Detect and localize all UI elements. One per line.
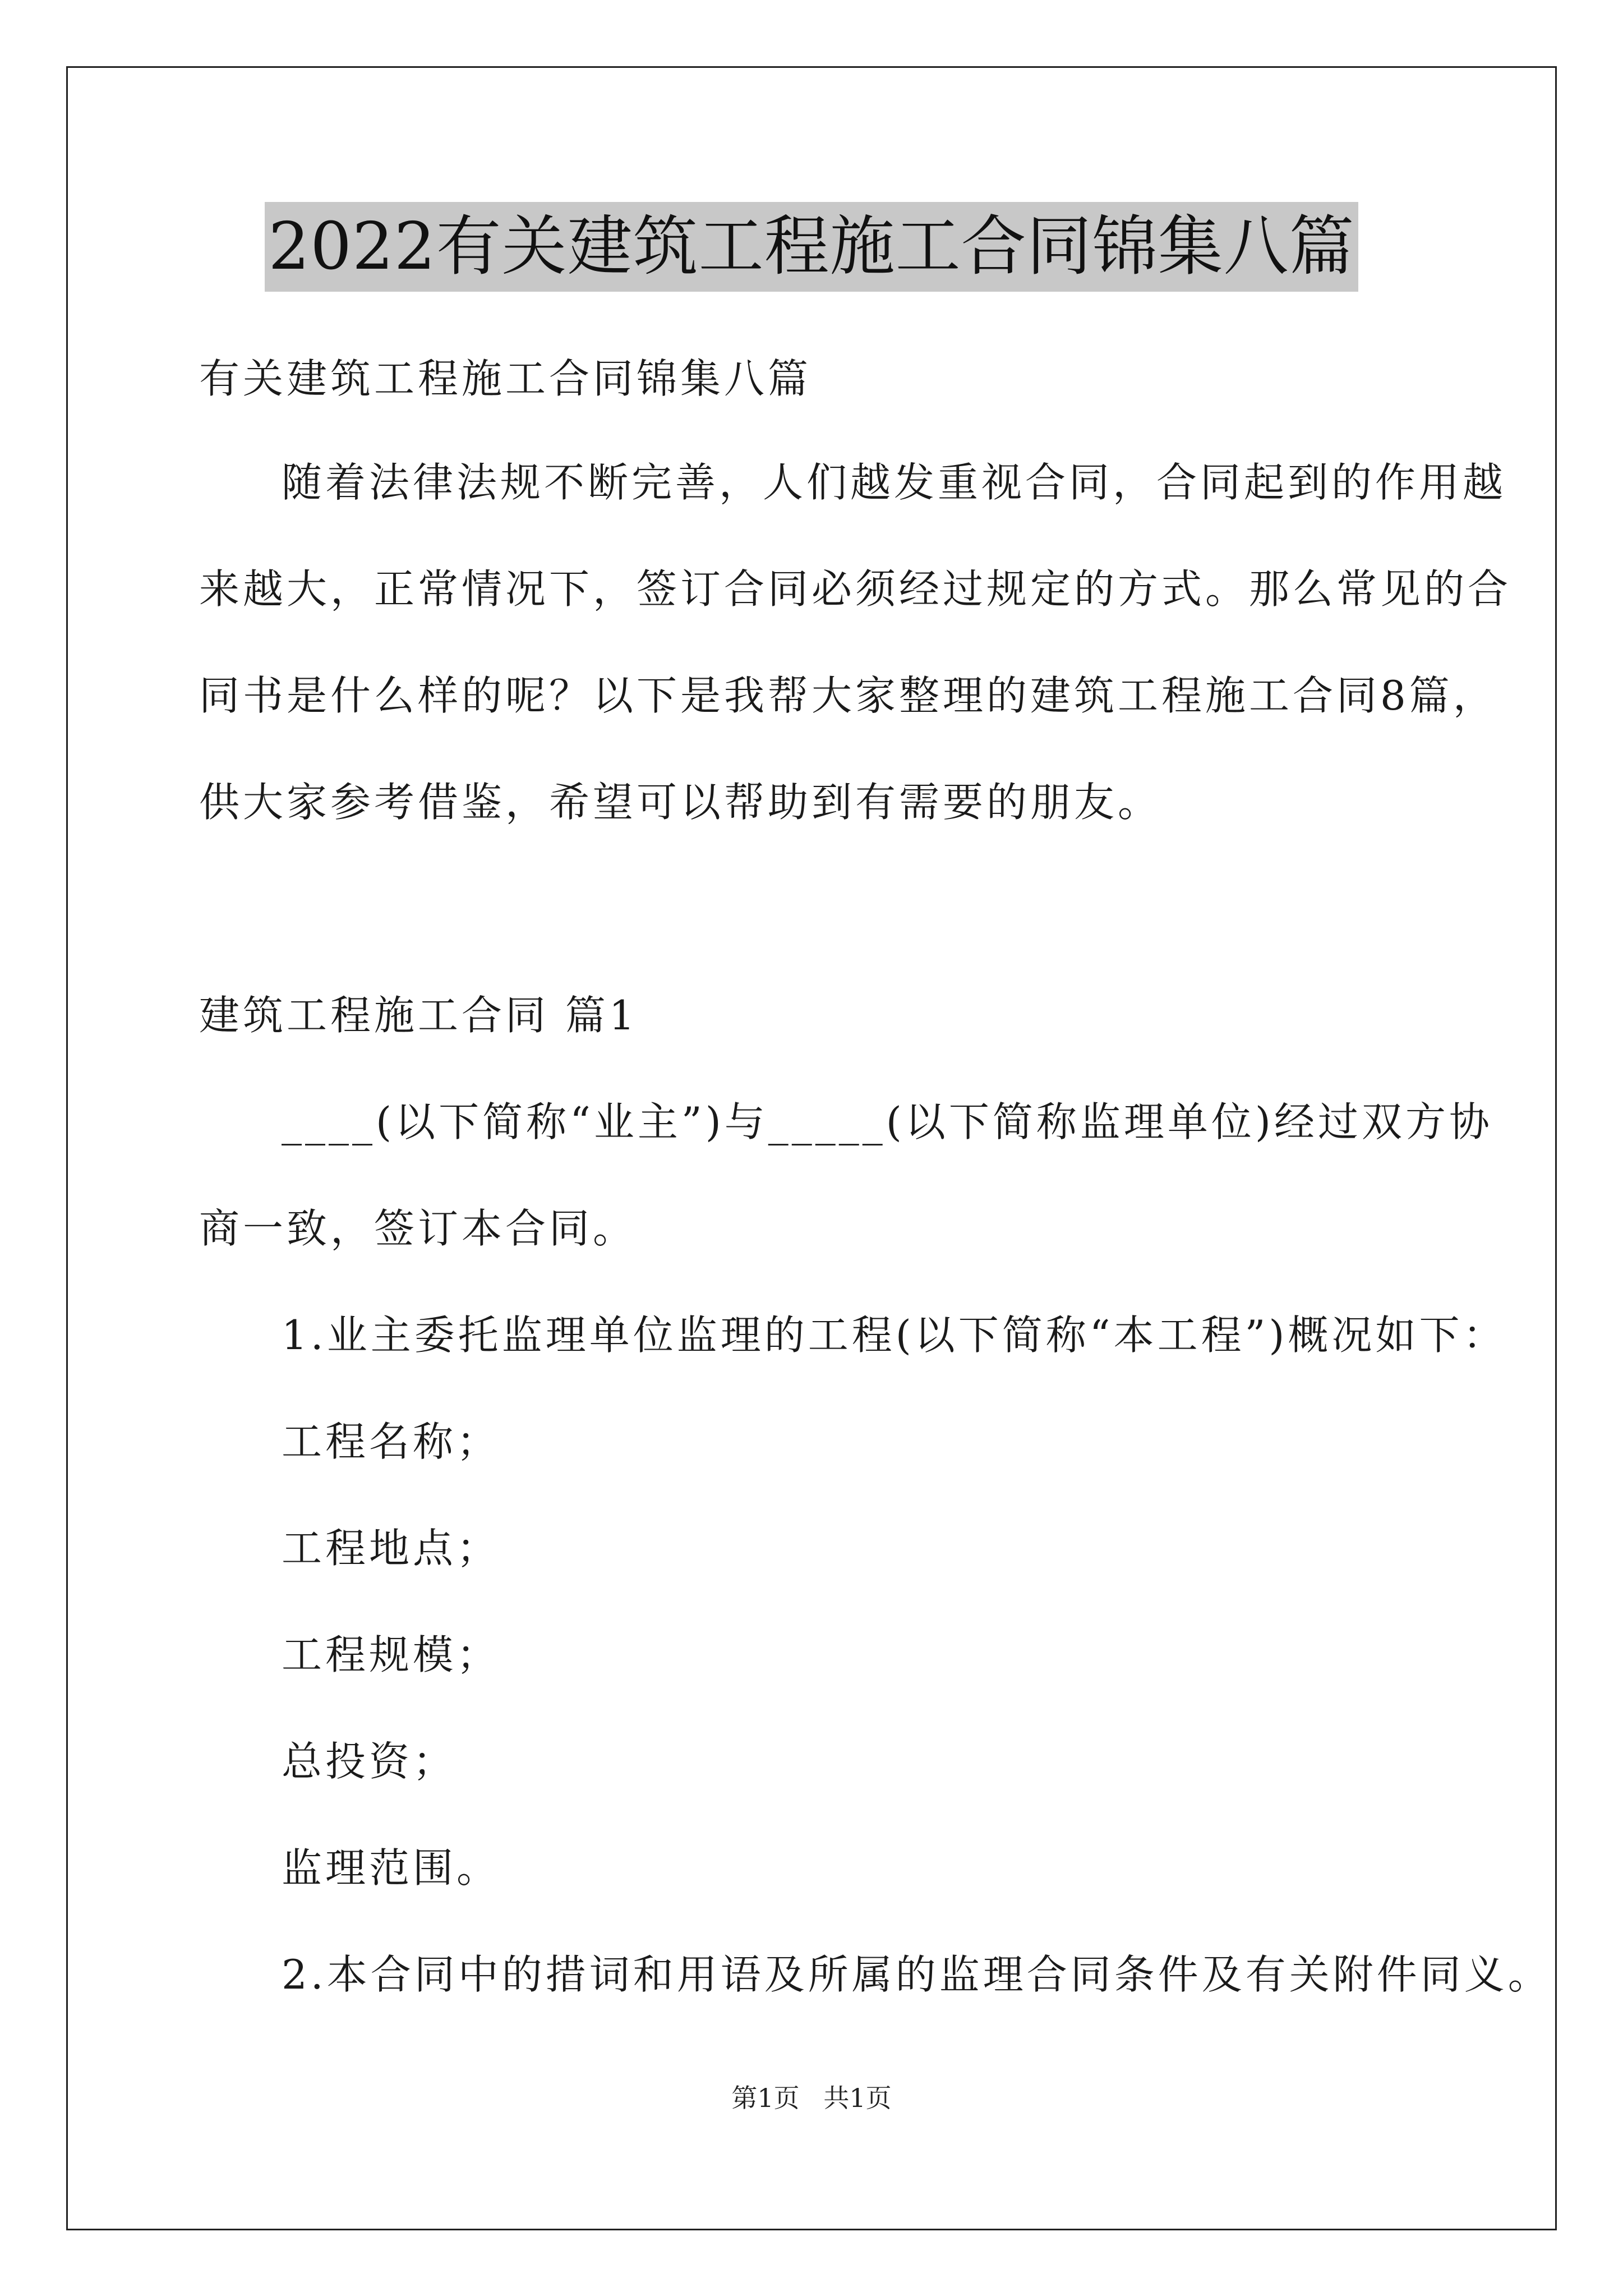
intro-line-2: 来越大，正常情况下，签订合同必须经过规定的方式。那么常见的合	[199, 565, 1512, 613]
page-number: 第1页	[731, 2083, 800, 2113]
intro-line-4: 供大家参考借鉴，希望可以帮助到有需要的朋友。	[199, 779, 1162, 826]
body-line-7: 总投资；	[282, 1738, 457, 1785]
body-line-8: 监理范围。	[282, 1844, 501, 1892]
body-line-9: 2.本合同中的措词和用语及所属的监理合同条件及有关附件同义。	[282, 1951, 1552, 1998]
body-line-2: 商一致，签订本合同。	[199, 1205, 637, 1252]
body-line-6: 工程规模；	[282, 1631, 501, 1678]
page-footer	[0, 2081, 1623, 2115]
title-container	[0, 202, 1623, 292]
body-line-5: 工程地点；	[282, 1525, 501, 1572]
body-line-1: ____(以下简称“业主”)与_____(以下简称监理单位)经过双方协	[282, 1098, 1493, 1145]
body-line-3: 1.业主委托监理单位监理的工程(以下简称“本工程”)概况如下：	[282, 1312, 1507, 1359]
body-line-4: 工程名称；	[282, 1418, 501, 1465]
document-subtitle: 有关建筑工程施工合同锦集八篇	[199, 355, 812, 402]
document-title: 2022有关建筑工程施工合同锦集八篇	[265, 202, 1358, 292]
page-total: 共1页	[823, 2083, 892, 2113]
intro-line-3: 同书是什么样的呢？以下是我帮大家整理的建筑工程施工合同8篇，	[199, 672, 1497, 719]
intro-line-1: 随着法律法规不断完善，人们越发重视合同，合同起到的作用越	[282, 459, 1507, 506]
section-heading: 建筑工程施工合同 篇1	[199, 992, 638, 1039]
